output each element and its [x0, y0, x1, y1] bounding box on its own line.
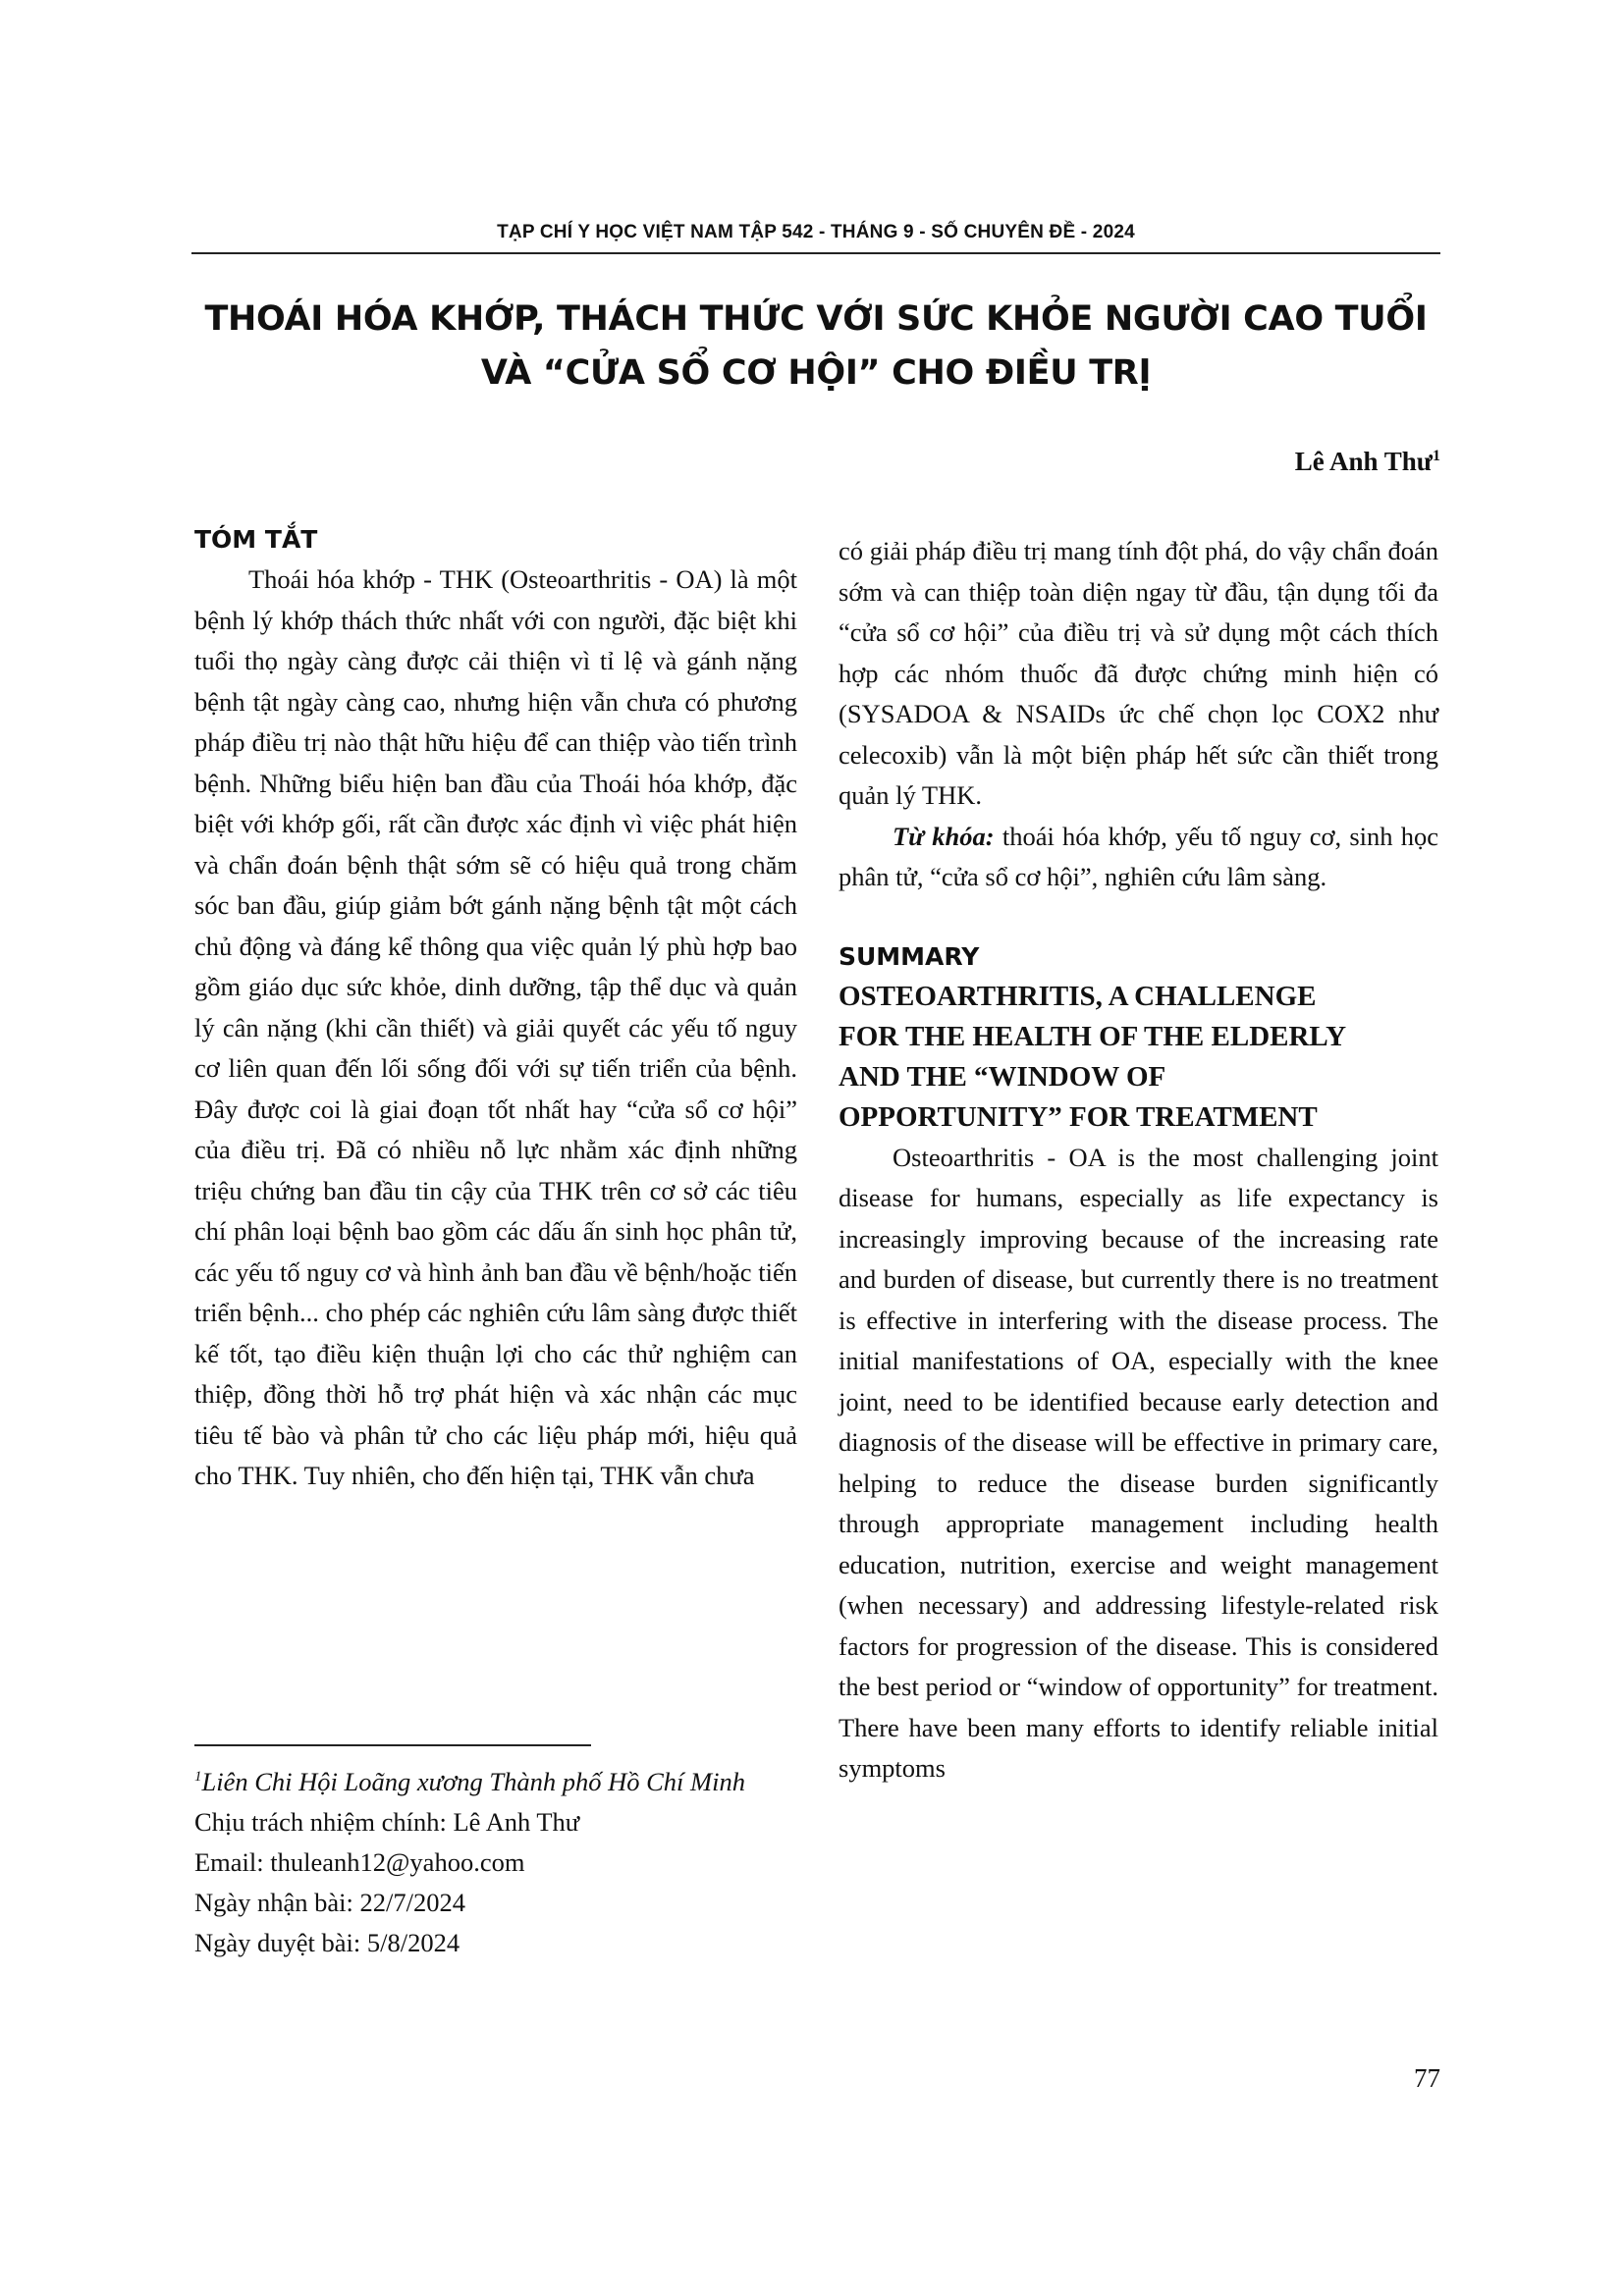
received-date: Ngày nhận bài: 22/7/2024	[194, 1887, 465, 1917]
email-line: Email: thuleanh12@yahoo.com	[194, 1846, 525, 1877]
author-line	[1295, 447, 1440, 477]
page-number: 77	[1414, 2063, 1440, 2093]
abstract-paragraph-continued: có giải pháp điều trị mang tính đột phá, do vậy chẩn đoán sớm và can thiệp toàn diện ngay từ đầu, tận dụng tối đa “cửa sổ cơ hội” của điều trị và sử dụng một cách thích hợp các nhóm thuốc đã được chứng minh hiện có (SYSADOA & NSAIDs ức chế chọn lọc COX2 như celecoxib) vẫn là một biện pháp hết sức cần thiết trong quản lý THK.	[839, 536, 1438, 810]
affiliation-mark: 1	[194, 1769, 202, 1785]
summary-paragraph: Osteoarthritis - OA is the most challenging joint disease for humans, especially as life expectancy is increasingly improving because of the increasing rate and burden of disease, but currently there is no treatment is effective in interfering with the disease process. The initial manifestations of OA, especially with the knee joint, need to be identified because early detection and diagnosis of the disease will be effective in primary care, helping to reduce the disease burden significantly through appropriate management including health education, nutrition, exercise and weight management (when necessary) and addressing lifestyle-related risk factors for progression of the disease. This is considered the best period or “window of opportunity” for treatment. There have been many efforts to identify reliable initial symptoms	[839, 1142, 1438, 1783]
english-title-line-1: OSTEOARTHRITIS, A CHALLENGE	[839, 980, 1317, 1012]
affiliation-note	[194, 1757, 797, 1802]
header-rule	[191, 252, 1440, 254]
right-column	[839, 531, 1438, 1789]
responsible-author: Chịu trách nhiệm chính: Lê Anh Thư	[194, 1806, 580, 1837]
affiliation-text: Liên Chi Hội Loãng xương Thành phố Hồ Chí Minh	[201, 1766, 745, 1796]
english-title-line-2: FOR THE HEALTH OF THE ELDERLY	[839, 1020, 1347, 1052]
abstract-paragraph: Thoái hóa khớp - THK (Osteoarthritis - OA) là một bệnh lý khớp thách thức nhất với con người, đặc biệt khi tuổi thọ ngày càng được cải thiện vì tỉ lệ và gánh nặng bệnh tật ngày càng cao, nhưng hiện vẫn chưa có phương pháp điều trị nào thật hữu hiệu để can thiệp vào tiến trình bệnh. Những biểu hiện ban đầu của Thoái hóa khớp, đặc biệt với khớp gối, rất cần được xác định vì việc phát hiện và chẩn đoán bệnh thật sớm sẽ có hiệu quả trong chăm sóc ban đầu, giúp giảm bớt gánh nặng bệnh tật một cách chủ động và đáng kể thông qua việc quản lý phù hợp bao gồm giáo dục sức khỏe, dinh dưỡng, tập thể dục và quản lý cân nặng (khi cần thiết) và giải quyết các yếu tố nguy cơ liên quan đến lối sống đối với sự tiến triển của bệnh. Đây được coi là giai đoạn tốt nhất hay “cửa sổ cơ hội” của điều trị. Đã có nhiều nỗ lực nhằm xác định những triệu chứng ban đầu tin cậy của THK trên cơ sở các tiêu chí phân loại bệnh bao gồm các dấu ấn sinh học phân tử, các yếu tố nguy cơ và hình ảnh ban đầu về bệnh/hoặc tiến triển bệnh... cho phép các nghiên cứu lâm sàng được thiết kế tốt, tạo điều kiện thuận lợi cho các thử nghiệm can thiệp, đồng thời hỗ trợ phát hiện và xác nhận các mục tiêu tế bào và phân tử cho các liệu pháp mới, hiệu quả cho THK. Tuy nhiên, cho đến hiện tại, THK vẫn chưa	[194, 564, 797, 1490]
english-title-line-3: AND THE “WINDOW OF	[839, 1060, 1166, 1093]
author-affiliation-mark: 1	[1433, 448, 1440, 464]
summary-heading: SUMMARY	[839, 941, 980, 971]
keywords-text: thoái hóa khớp, yếu tố nguy cơ, sinh học phân tử, “cửa sổ cơ hội”, nghiên cứu lâm sàng.	[839, 821, 1438, 891]
keywords-label: Từ khóa:	[893, 821, 995, 851]
keywords	[839, 817, 1438, 898]
running-header: TẠP CHÍ Y HỌC VIỆT NAM TẬP 542 - THÁNG 9 - SỐ CHUYÊN ĐỀ - 2024	[497, 222, 1135, 242]
footnotes	[194, 1757, 797, 1963]
author-name: Lê Anh Thư	[1294, 447, 1433, 476]
abstract-heading: TÓM TẮT	[194, 525, 318, 554]
spacer	[839, 898, 1438, 937]
footnote-rule	[194, 1744, 591, 1746]
title-line-2: VÀ “CỬA SỔ CƠ HỘI” CHO ĐIỀU TRỊ	[480, 353, 1152, 393]
left-column	[194, 520, 797, 1497]
approved-date: Ngày duyệt bài: 5/8/2024	[194, 1927, 460, 1957]
article-title	[191, 293, 1440, 400]
title-line-1: THOÁI HÓA KHỚP, THÁCH THỨC VỚI SỨC KHỎE NGƯỜI CAO TUỔI	[204, 299, 1428, 339]
english-title	[839, 977, 1438, 1138]
english-title-line-4: OPPORTUNITY” FOR TREATMENT	[839, 1100, 1318, 1133]
